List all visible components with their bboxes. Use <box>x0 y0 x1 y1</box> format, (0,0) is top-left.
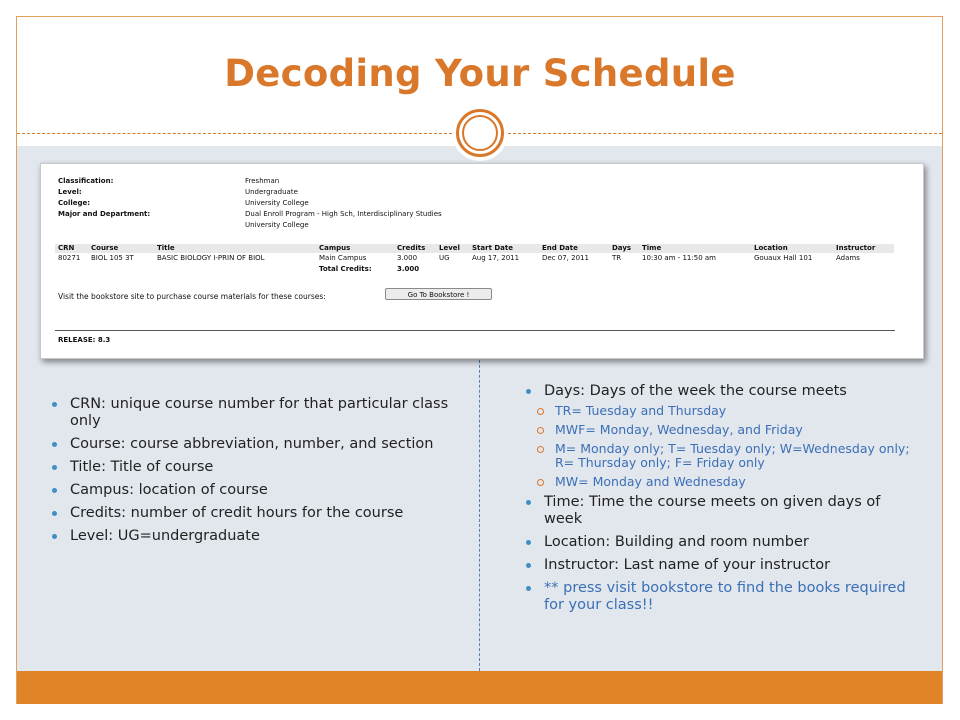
bullet-icon <box>52 442 57 447</box>
list-item <box>51 505 451 522</box>
sub-bullet-icon <box>537 427 544 434</box>
info-label: College: <box>58 199 91 207</box>
sub-list-item <box>525 404 917 418</box>
list-item <box>525 534 917 551</box>
bullet-icon <box>52 402 57 407</box>
info-row <box>58 187 478 198</box>
bookstore-prompt: Visit the bookstore site to purchase course materials for these courses: <box>58 292 326 301</box>
table-cell: BIOL 105 3T <box>91 254 134 262</box>
list-item <box>525 580 917 614</box>
bullet-icon <box>526 563 531 568</box>
bullet-text: CRN: unique course number for that particular class only <box>70 396 449 429</box>
total-credits-row <box>55 265 894 274</box>
schedule-screenshot <box>40 163 924 359</box>
release-label: RELEASE: 8.3 <box>58 336 111 344</box>
sub-bullet-icon <box>537 446 544 453</box>
info-row <box>58 220 478 231</box>
student-info <box>58 176 478 231</box>
bullet-icon <box>526 586 531 591</box>
sub-list-item <box>525 475 917 489</box>
bullet-text: Course: course abbreviation, number, and section <box>70 436 434 452</box>
sub-bullet-text: TR= Tuesday and Thursday <box>555 403 727 418</box>
slide-title: Decoding Your Schedule <box>224 52 736 95</box>
column-header: Time <box>642 244 662 252</box>
sub-bullet-text: MWF= Monday, Wednesday, and Friday <box>555 422 803 437</box>
bullet-text: Location: Building and room number <box>544 534 809 550</box>
info-value: University College <box>245 221 309 229</box>
table-cell: Aug 17, 2011 <box>472 254 520 262</box>
bullet-text: Credits: number of credit hours for the course <box>70 505 404 521</box>
table-cell: Main Campus <box>319 254 367 262</box>
column-header: CRN <box>58 244 75 252</box>
table-row <box>55 254 894 263</box>
table-cell: 10:30 am - 11:50 am <box>642 254 716 262</box>
info-row <box>58 209 478 220</box>
info-row <box>58 198 478 209</box>
list-item <box>51 436 451 453</box>
column-header: Days <box>612 244 632 252</box>
column-header: Level <box>439 244 460 252</box>
column-header: Instructor <box>836 244 876 252</box>
column-header: Campus <box>319 244 351 252</box>
info-value: Freshman <box>245 177 280 185</box>
bullet-icon <box>52 534 57 539</box>
column-divider <box>479 355 480 671</box>
column-header: Start Date <box>472 244 513 252</box>
info-label: Major and Department: <box>58 210 151 218</box>
right-bullet-list <box>525 383 917 614</box>
list-item <box>51 459 451 476</box>
sub-bullet-icon <box>537 408 544 415</box>
list-item <box>51 482 451 499</box>
table-cell: Dec 07, 2011 <box>542 254 589 262</box>
column-header: Course <box>91 244 119 252</box>
list-item <box>51 528 451 545</box>
title-divider-left <box>17 133 452 134</box>
bullet-icon <box>52 465 57 470</box>
list-item <box>51 396 451 430</box>
column-header: Credits <box>397 244 426 252</box>
bullet-icon <box>526 540 531 545</box>
bullet-icon <box>526 389 531 394</box>
circle-ornament-inner <box>462 115 498 151</box>
footer-rule <box>55 330 895 331</box>
total-credits-value: 3.000 <box>397 265 420 273</box>
table-cell: BASIC BIOLOGY I-PRIN OF BIOL <box>157 254 265 262</box>
bullet-icon <box>526 500 531 505</box>
sub-list-item <box>525 423 917 437</box>
info-row <box>58 176 478 187</box>
column-header: End Date <box>542 244 578 252</box>
bullet-icon <box>52 488 57 493</box>
table-cell: 80271 <box>58 254 81 262</box>
sub-list-item <box>525 442 917 470</box>
table-cell: 3.000 <box>397 254 418 262</box>
title-divider-right <box>508 133 942 134</box>
bullet-text: Title: Title of course <box>70 459 214 475</box>
column-header: Location <box>754 244 788 252</box>
table-cell: Gouaux Hall 101 <box>754 254 813 262</box>
schedule-table-header <box>55 244 894 253</box>
info-value: Dual Enroll Program - High Sch, Interdisciplinary Studies <box>245 210 442 218</box>
sub-bullet-text: MW= Monday and Wednesday <box>555 474 746 489</box>
bookstore-note: ** press visit bookstore to find the books required for your class!! <box>544 580 906 613</box>
list-item <box>525 494 917 528</box>
list-item <box>525 557 917 574</box>
bullet-text: Time: Time the course meets on given days of week <box>544 494 881 527</box>
list-item <box>525 383 917 400</box>
bullet-text: Days: Days of the week the course meets <box>544 383 847 399</box>
table-cell: TR <box>612 254 622 262</box>
bullet-text: Campus: location of course <box>70 482 268 498</box>
info-value: University College <box>245 199 309 207</box>
sub-bullet-icon <box>537 479 544 486</box>
bullet-text: Level: UG=undergraduate <box>70 528 260 544</box>
left-bullet-list <box>51 396 451 545</box>
bullet-text: Instructor: Last name of your instructor <box>544 557 831 573</box>
total-credits-label: Total Credits: <box>319 265 372 273</box>
column-header: Title <box>157 244 175 252</box>
go-to-bookstore-button[interactable]: Go To Bookstore ! <box>385 288 492 300</box>
info-label: Level: <box>58 188 82 196</box>
info-value: Undergraduate <box>245 188 298 196</box>
table-cell: UG <box>439 254 450 262</box>
table-cell: Adams <box>836 254 860 262</box>
sub-bullet-text: M= Monday only; T= Tuesday only; W=Wednesday only; R= Thursday only; F= Friday only <box>555 441 910 470</box>
bullet-icon <box>52 511 57 516</box>
info-label: Classification: <box>58 177 114 185</box>
footer-bar <box>17 671 942 704</box>
